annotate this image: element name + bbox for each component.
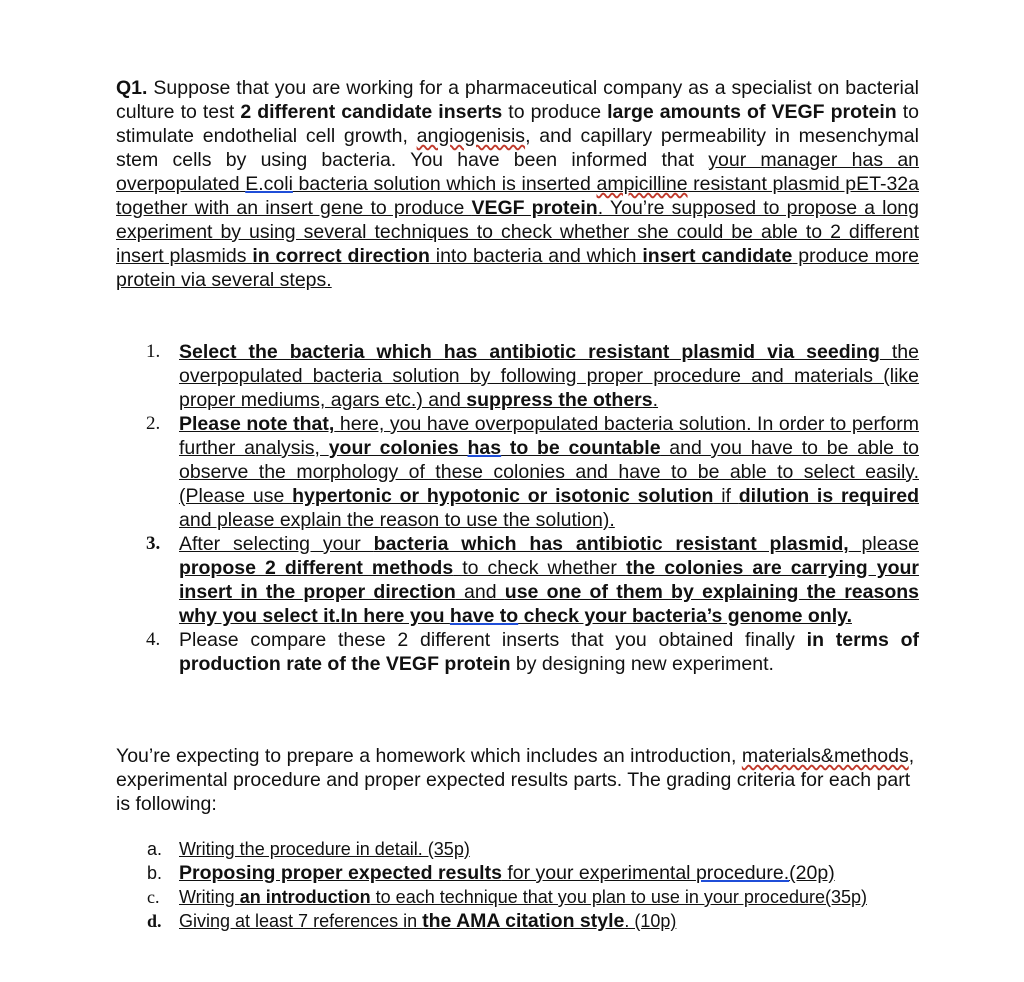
task-number: 3. xyxy=(146,533,161,554)
criteria-letter: a. xyxy=(147,839,163,859)
q-underlined-manager: your manager has an overpopulated E.coli bacteria solution which is inserted ampicilline resistant plasmid pET-32a together with an insert gene to produce VEGF protein. You’re supposed to propose a long experiment by using several techniques to check whether she could be able to 2 different insert plasmids in correct direction into bacteria and which insert candidate produce more protein via several steps. xyxy=(116,149,920,291)
q-text-2: to produce xyxy=(502,101,608,123)
task-list xyxy=(146,340,920,676)
task-item-3: 3. After selecting your bacteria which has antibiotic resistant plasmid, please propose 2 different methods to check whether the colonies are carrying your insert in the proper direction and use one of them by explaining the reasons why you select it.In here you have to check your bacteria’s genome only. xyxy=(146,533,920,627)
task-number: 2. xyxy=(146,413,161,434)
q-bold-correct-direction: in correct direction xyxy=(252,245,430,267)
hw-misspelled-materials: materials&methods xyxy=(741,745,909,767)
grading-criteria-list xyxy=(147,837,919,933)
criteria-item-b: b. Proposing proper expected results for your experimental procedure.(20p) xyxy=(147,862,835,884)
q-misspelled-ampicilline: ampicilline xyxy=(596,173,688,195)
grammar-flag-procedure: procedure. xyxy=(695,862,790,884)
q-misspelled-angiogenisis: angiogenisis xyxy=(416,125,526,147)
q-text-3: to stimulate endothelial cell growth, xyxy=(116,101,919,147)
q-text-4: , and capillary permeability in mesenchymal stem cells by using bacteria. You have been informed that xyxy=(116,125,919,171)
criteria-letter: d. xyxy=(147,911,162,931)
question-paragraph xyxy=(116,76,919,292)
q-bold-vegf-amounts: large amounts of VEGF protein xyxy=(607,101,897,123)
task-number: 1. xyxy=(146,341,161,362)
criteria-item-d: d. Giving at least 7 references in the AMA citation style. (10p) xyxy=(147,910,677,932)
q-text-1: Suppose that you are working for a pharmaceutical company as a specialist on bacterial culture to test xyxy=(116,77,919,123)
homework-paragraph: You’re expecting to prepare a homework which includes an introduction, materials&methods, experimental procedure and proper expected results parts. The grading criteria for each part is following: xyxy=(116,745,915,815)
criteria-item-a: a. Writing the procedure in detail. (35p) xyxy=(147,839,470,859)
task-item-4: 4. Please compare these 2 different inserts that you obtained finally in terms of production rate of the VEGF protein by designing new experiment. xyxy=(146,629,919,675)
criteria-item-c: c. Writing an introduction to each technique that you plan to use in your procedure(35p) xyxy=(147,887,867,907)
task-number: 4. xyxy=(146,629,161,650)
q-bold-vegf-protein: VEGF protein xyxy=(471,197,598,219)
task-item-2: 2. Please note that, here, you have overpopulated bacteria solution. In order to perform further analysis, your colonies has to be countable and you have to be able to observe the morphology of these colonies and have to be able to select easily. (Please use hypertonic or hypotonic or isotonic solution if dilution is required and please explain the reason to use the solution). xyxy=(146,413,919,531)
grammar-flag-has: has xyxy=(467,437,502,459)
criteria-letter: c. xyxy=(147,887,160,907)
question-label: Q1. xyxy=(116,77,148,99)
grammar-flag-have-to: have to xyxy=(449,605,519,627)
task-item-1: 1. Select the bacteria which has antibiotic resistant plasmid via seeding the overpopulated bacteria solution by following proper procedure and materials (like proper mediums, agars etc.) and suppress the others. xyxy=(146,341,919,411)
criteria-letter: b. xyxy=(147,863,163,883)
q-bold-inserts: 2 different candidate inserts xyxy=(240,101,503,123)
q-ecoli: E.coli xyxy=(245,173,293,195)
q-bold-insert-candidate: insert candidate xyxy=(642,245,793,267)
